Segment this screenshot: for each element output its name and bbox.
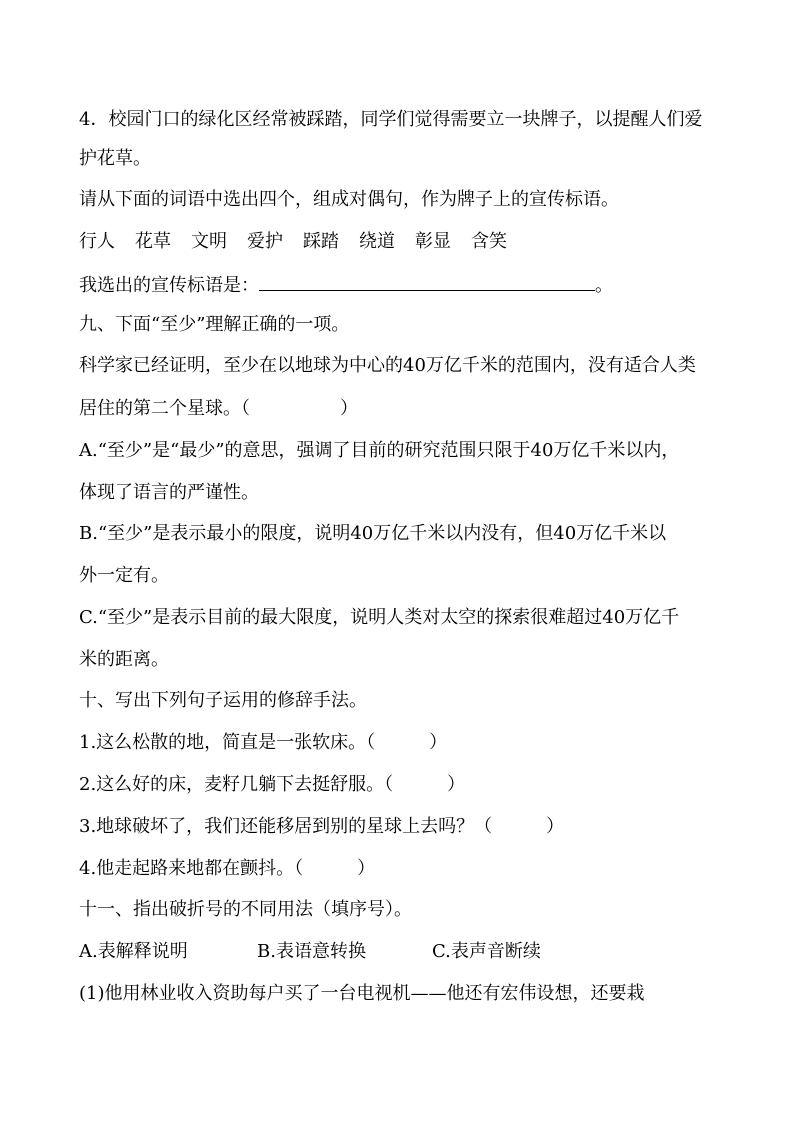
q4-line2: 护花草。	[79, 148, 151, 169]
q11-item1: (1)他用林业收入资助每户买了一台电视机——他还有宏伟设想，还要栽	[79, 983, 645, 1004]
q10-item: 4.他走起路来地都在颤抖。（ ）	[79, 858, 376, 879]
q9-option-b-line1: B.“至少”是表示最小的限度，说明40万亿千米以内没有，但40万亿千米以	[79, 523, 667, 544]
q4-instruction: 请从下面的词语中选出四个，组成对偶句，作为牌子上的宣传标语。	[79, 189, 619, 210]
q11-title: 十一、指出破折号的不同用法（填序号）。	[79, 899, 412, 920]
word-item: 行人	[79, 231, 115, 252]
answer-label: 我选出的宣传标语是：	[79, 275, 259, 296]
q11-option: A.表解释说明	[79, 941, 188, 962]
q4-answer-line	[79, 272, 729, 298]
answer-blank[interactable]	[259, 272, 595, 291]
word-item: 含笑	[471, 231, 507, 252]
q4-line1: 4．校园门口的绿化区经常被踩踏，同学们觉得需要立一块牌子，以提醒人们爱	[79, 109, 703, 130]
q10-item: 1.这么松散的地，简直是一张软床。（ ）	[79, 732, 448, 753]
word-item: 文明	[191, 231, 227, 252]
q11-options	[79, 940, 729, 964]
q9-stem-line1: 科学家已经证明，至少在以地球为中心的40万亿千米的范围内，没有适合人类	[79, 355, 696, 376]
q10-item: 2.这么好的床，麦籽几躺下去挺舒服。（ ）	[79, 774, 466, 795]
q11-option: B.表语意转换	[257, 941, 366, 962]
q9-option-a-line1: A.“至少”是“最少”的意思，强调了目前的研究范围只限于40万亿千米以内，	[79, 440, 680, 461]
q9-option-b-line2: 外一定有。	[79, 565, 169, 586]
answer-end: 。	[595, 275, 613, 296]
word-item: 绕道	[359, 231, 395, 252]
word-item: 花草	[135, 231, 171, 252]
q9-option-c-line1: C.“至少”是表示目前的最大限度，说明人类对太空的探索很难超过40万亿千	[79, 607, 680, 628]
word-item: 爱护	[247, 231, 283, 252]
q9-option-c-line2: 米的距离。	[79, 649, 169, 670]
q9-stem-line2: 居住的第二个星球。（ ）	[79, 398, 358, 419]
q10-title: 十、写出下列句子运用的修辞手法。	[79, 690, 367, 711]
q11-option: C.表声音断续	[432, 941, 541, 962]
word-bank	[79, 230, 729, 254]
word-item: 踩踏	[303, 231, 339, 252]
word-item: 彰显	[415, 231, 451, 252]
q9-option-a-line2: 体现了语言的严谨性。	[79, 482, 259, 503]
q10-item: 3.地球破坏了，我们还能移居到别的星球上去吗？（ ）	[79, 816, 565, 837]
q9-title: 九、下面“至少”理解正确的一项。	[79, 314, 350, 335]
